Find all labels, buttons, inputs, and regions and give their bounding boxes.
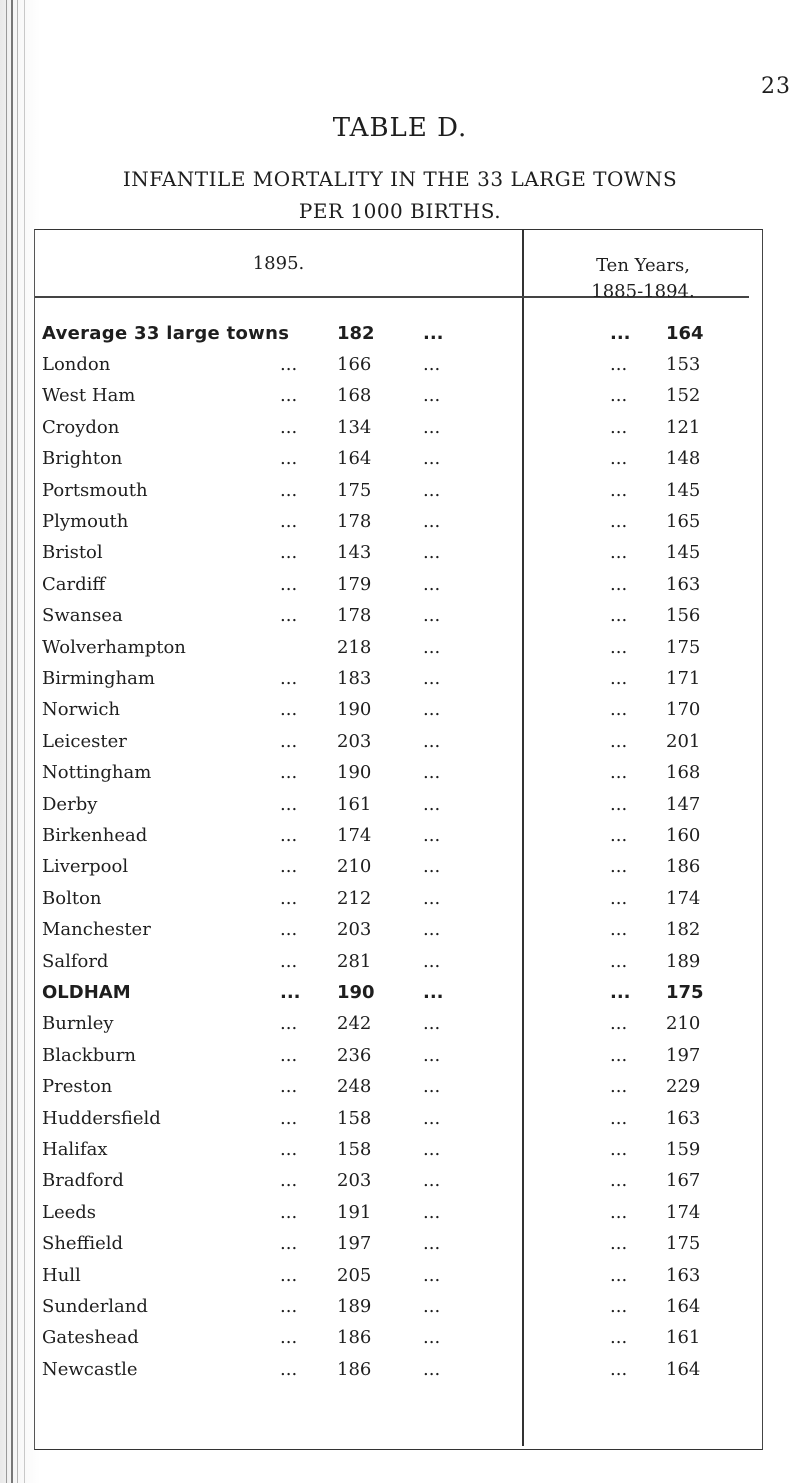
leader-dots: ... (610, 668, 628, 689)
value-1895: 205 (337, 1264, 372, 1286)
value-ten-years: 186 (666, 856, 701, 878)
leader-dots: ... (423, 416, 441, 438)
value-1895: 158 (337, 1107, 372, 1129)
leader-dots: ... (423, 1201, 441, 1223)
leader-dots: ... (423, 573, 441, 595)
value-1895: 164 (337, 448, 372, 470)
column-header-ten-years (523, 253, 763, 305)
town-name: Swansea (42, 605, 123, 627)
leader-dots: ... (423, 1327, 441, 1349)
town-name: West Ham (42, 385, 136, 407)
column-header-ten-years-line-1: Ten Years, (596, 255, 690, 276)
value-1895: 248 (337, 1076, 372, 1098)
value-1895: 236 (337, 1044, 372, 1066)
leader-dots: ... (423, 605, 441, 627)
table-row (35, 511, 762, 541)
leader-dots: ... (610, 1139, 628, 1160)
table-row (35, 951, 762, 981)
leader-dots: ... (423, 1170, 441, 1192)
leader-dots: ... (280, 416, 298, 438)
value-ten-years: 174 (666, 1201, 701, 1223)
leader-dots: ... (423, 887, 441, 909)
leader-dots: ... (610, 1076, 628, 1098)
value-1895: 158 (337, 1139, 372, 1160)
leader-dots: ... (610, 1013, 628, 1035)
mortality-table (34, 229, 763, 1450)
value-ten-years: 167 (666, 1170, 701, 1192)
leader-dots: ... (423, 730, 441, 752)
value-1895: 186 (337, 1327, 372, 1349)
leader-dots: ... (610, 636, 628, 658)
value-1895: 143 (337, 542, 372, 564)
town-name: Sheffield (42, 1233, 124, 1255)
leader-dots: ... (423, 511, 441, 532)
table-row (35, 1233, 762, 1263)
town-name: Salford (42, 950, 109, 972)
leader-dots: ... (280, 1296, 298, 1317)
average-value-ten-years: 164 (666, 323, 704, 344)
town-name: Birmingham (42, 668, 155, 689)
leader-dots: ... (280, 1076, 298, 1098)
leader-dots: ... (280, 919, 298, 941)
leader-dots: ... (423, 856, 441, 878)
town-name: Blackburn (42, 1044, 137, 1066)
value-ten-years: 163 (666, 573, 701, 595)
value-ten-years: 147 (666, 793, 701, 815)
leader-dots: ... (423, 1107, 441, 1129)
town-name: Wolverhampton (42, 636, 186, 658)
town-name: Derby (42, 793, 98, 815)
value-1895: 134 (337, 416, 372, 438)
table-row (35, 448, 762, 478)
value-1895: 178 (337, 605, 372, 627)
value-ten-years: 161 (666, 1327, 701, 1349)
leader-dots: ... (423, 1013, 441, 1035)
leader-dots: ... (610, 1296, 628, 1317)
town-name: Newcastle (42, 1358, 138, 1380)
column-header-ten-years-line-2: 1885-1894. (591, 281, 695, 302)
table-row (35, 1013, 762, 1043)
value-1895: 189 (337, 1296, 372, 1317)
value-1895: 190 (337, 699, 372, 721)
average-row (35, 323, 762, 353)
table-row (35, 354, 762, 384)
value-ten-years: 153 (666, 354, 701, 375)
leader-dots: ... (280, 1139, 298, 1160)
leader-dots: ... (280, 793, 298, 815)
value-ten-years: 175 (666, 982, 704, 1003)
page-number: 23 (761, 74, 791, 99)
value-ten-years: 210 (666, 1013, 701, 1035)
table-row (35, 1045, 762, 1075)
town-name: Plymouth (42, 511, 129, 532)
subtitle-line-1: INFANTILE MORTALITY IN THE 33 LARGE TOWNS (122, 167, 678, 191)
leader-dots: ... (610, 793, 628, 815)
leader-dots: ... (610, 950, 628, 972)
table-row (35, 605, 762, 635)
town-name: Bristol (42, 542, 103, 564)
leader-dots: ... (610, 1201, 628, 1223)
town-name: Manchester (42, 919, 151, 941)
leader-dots: ... (423, 542, 441, 564)
leader-dots: ... (423, 1233, 441, 1255)
leader-dots: ... (610, 762, 628, 784)
value-ten-years: 175 (666, 636, 701, 658)
table-row (35, 668, 762, 698)
leader-dots: ... (423, 699, 441, 721)
leader-dots: ... (280, 542, 298, 564)
value-1895: 166 (337, 354, 372, 375)
town-name: Nottingham (42, 762, 152, 784)
town-name: Sunderland (42, 1296, 148, 1317)
leader-dots: ... (423, 354, 441, 375)
table-row (35, 637, 762, 667)
value-ten-years: 174 (666, 887, 701, 909)
leader-dots: ... (610, 385, 628, 407)
town-name: Leicester (42, 730, 127, 752)
average-label: Average 33 large towns (42, 323, 290, 344)
town-name: Gateshead (42, 1327, 139, 1349)
leader-dots: ... (423, 1044, 441, 1066)
leader-dots: ... (280, 950, 298, 972)
town-name: London (42, 354, 111, 375)
town-name: Burnley (42, 1013, 114, 1035)
value-ten-years: 152 (666, 385, 701, 407)
column-header-1895: 1895. (252, 253, 305, 274)
leader-dots: ... (423, 668, 441, 689)
value-1895: 190 (337, 762, 372, 784)
subtitle-line-2: PER 1000 BIRTHS. (298, 199, 502, 223)
leader-dots: ... (610, 479, 628, 501)
leader-dots: ... (610, 1107, 628, 1129)
table-row (35, 574, 762, 604)
leader-dots: ... (423, 479, 441, 501)
table-row (35, 919, 762, 949)
town-name: OLDHAM (42, 982, 131, 1003)
value-1895: 161 (337, 793, 372, 815)
leader-dots: ... (610, 605, 628, 627)
town-name: Brighton (42, 448, 123, 470)
table-row (35, 1139, 762, 1169)
value-ten-years: 163 (666, 1107, 701, 1129)
table-row (35, 1170, 762, 1200)
table-row (35, 794, 762, 824)
value-ten-years: 160 (666, 825, 701, 846)
leader-dots: ... (610, 1358, 628, 1380)
leader-dots: ... (280, 887, 298, 909)
town-name: Norwich (42, 699, 121, 721)
town-name: Cardiff (42, 573, 106, 595)
leader-dots: ... (610, 982, 631, 1003)
leader-dots: ... (280, 605, 298, 627)
leader-dots: ... (423, 1139, 441, 1160)
table-row (35, 1202, 762, 1232)
table-row (35, 1327, 762, 1357)
value-1895: 191 (337, 1201, 372, 1223)
leader-dots: ... (280, 1264, 298, 1286)
leader-dots: ... (610, 1264, 628, 1286)
value-ten-years: 175 (666, 1233, 701, 1255)
leader-dots: ... (423, 762, 441, 784)
table-row (35, 1359, 762, 1389)
town-name: Birkenhead (42, 825, 148, 846)
leader-dots: ... (423, 950, 441, 972)
town-name: Leeds (42, 1201, 97, 1223)
table-title: TABLE D. (332, 113, 468, 143)
leader-dots: ... (280, 1044, 298, 1066)
leader-dots: ... (423, 825, 441, 846)
leader-dots: ... (280, 354, 298, 375)
leader-dots: ... (280, 1358, 298, 1380)
leader-dots: ... (610, 887, 628, 909)
value-1895: 203 (337, 919, 372, 941)
leader-dots: ... (280, 856, 298, 878)
value-ten-years: 170 (666, 699, 701, 721)
value-1895: 168 (337, 385, 372, 407)
leader-dots: ... (280, 573, 298, 595)
leader-dots: ... (423, 448, 441, 470)
value-ten-years: 164 (666, 1296, 701, 1317)
value-1895: 281 (337, 950, 372, 972)
leader-dots: ... (280, 730, 298, 752)
leader-dots: ... (423, 636, 441, 658)
leader-dots: ... (423, 1358, 441, 1380)
leader-dots: ... (423, 1296, 441, 1317)
value-ten-years: 182 (666, 919, 701, 941)
value-ten-years: 145 (666, 542, 701, 564)
table-row (35, 888, 762, 918)
table-row (35, 856, 762, 886)
value-ten-years: 201 (666, 730, 701, 752)
leader-dots: ... (610, 542, 628, 564)
value-1895: 203 (337, 730, 372, 752)
value-ten-years: 164 (666, 1358, 701, 1380)
value-ten-years: 229 (666, 1076, 701, 1098)
leader-dots: ... (423, 385, 441, 407)
leader-dots: ... (610, 323, 631, 344)
leader-dots: ... (610, 448, 628, 470)
town-name: Huddersfield (42, 1107, 161, 1129)
leader-dots: ... (610, 1327, 628, 1349)
town-name: Liverpool (42, 856, 129, 878)
town-name: Bolton (42, 887, 102, 909)
town-name: Bradford (42, 1170, 124, 1192)
leader-dots: ... (280, 1201, 298, 1223)
town-name: Halifax (42, 1139, 108, 1160)
table-row (35, 982, 762, 1012)
value-ten-years: 159 (666, 1139, 701, 1160)
table-row (35, 417, 762, 447)
leader-dots: ... (610, 730, 628, 752)
leader-dots: ... (280, 448, 298, 470)
leader-dots: ... (280, 385, 298, 407)
value-ten-years: 197 (666, 1044, 701, 1066)
value-1895: 210 (337, 856, 372, 878)
table-row (35, 542, 762, 572)
value-ten-years: 163 (666, 1264, 701, 1286)
leader-dots: ... (280, 479, 298, 501)
value-1895: 212 (337, 887, 372, 909)
leader-dots: ... (610, 1044, 628, 1066)
table-row (35, 1296, 762, 1326)
leader-dots: ... (280, 1233, 298, 1255)
value-1895: 178 (337, 511, 372, 532)
leader-dots: ... (610, 354, 628, 375)
leader-dots: ... (610, 573, 628, 595)
leader-dots: ... (610, 416, 628, 438)
average-value-1895: 182 (337, 323, 375, 344)
leader-dots: ... (280, 982, 301, 1003)
value-ten-years: 121 (666, 416, 701, 438)
value-1895: 197 (337, 1233, 372, 1255)
leader-dots: ... (280, 699, 298, 721)
table-row (35, 762, 762, 792)
value-1895: 186 (337, 1358, 372, 1380)
value-ten-years: 145 (666, 479, 701, 501)
table-row (35, 1108, 762, 1138)
table-row (35, 1265, 762, 1295)
leader-dots: ... (423, 1076, 441, 1098)
leader-dots: ... (610, 1233, 628, 1255)
leader-dots: ... (280, 1107, 298, 1129)
value-1895: 179 (337, 573, 372, 595)
table-row (35, 1076, 762, 1106)
value-ten-years: 168 (666, 762, 701, 784)
leader-dots: ... (610, 511, 628, 532)
table-row (35, 731, 762, 761)
table-row (35, 385, 762, 415)
value-1895: 190 (337, 982, 375, 1003)
leader-dots: ... (423, 982, 444, 1003)
leader-dots: ... (610, 825, 628, 846)
table-row (35, 699, 762, 729)
value-1895: 218 (337, 636, 372, 658)
leader-dots: ... (610, 1170, 628, 1192)
leader-dots: ... (280, 1013, 298, 1035)
value-ten-years: 165 (666, 511, 701, 532)
town-name: Hull (42, 1264, 81, 1286)
value-ten-years: 171 (666, 668, 701, 689)
value-1895: 175 (337, 479, 372, 501)
table-row (35, 825, 762, 855)
value-ten-years: 189 (666, 950, 701, 972)
leader-dots: ... (423, 323, 444, 344)
leader-dots: ... (423, 919, 441, 941)
leader-dots: ... (280, 1327, 298, 1349)
leader-dots: ... (610, 919, 628, 941)
value-ten-years: 148 (666, 448, 701, 470)
leader-dots: ... (280, 1170, 298, 1192)
value-1895: 242 (337, 1013, 372, 1035)
leader-dots: ... (280, 668, 298, 689)
leader-dots: ... (610, 699, 628, 721)
town-name: Portsmouth (42, 479, 148, 501)
town-name: Preston (42, 1076, 113, 1098)
leader-dots: ... (423, 793, 441, 815)
table-subtitle (0, 163, 800, 227)
value-1895: 183 (337, 668, 372, 689)
town-name: Croydon (42, 416, 120, 438)
value-ten-years: 156 (666, 605, 701, 627)
leader-dots: ... (280, 511, 298, 532)
leader-dots: ... (610, 856, 628, 878)
value-1895: 203 (337, 1170, 372, 1192)
leader-dots: ... (280, 825, 298, 846)
leader-dots: ... (423, 1264, 441, 1286)
value-1895: 174 (337, 825, 372, 846)
table-row (35, 480, 762, 510)
leader-dots: ... (280, 762, 298, 784)
